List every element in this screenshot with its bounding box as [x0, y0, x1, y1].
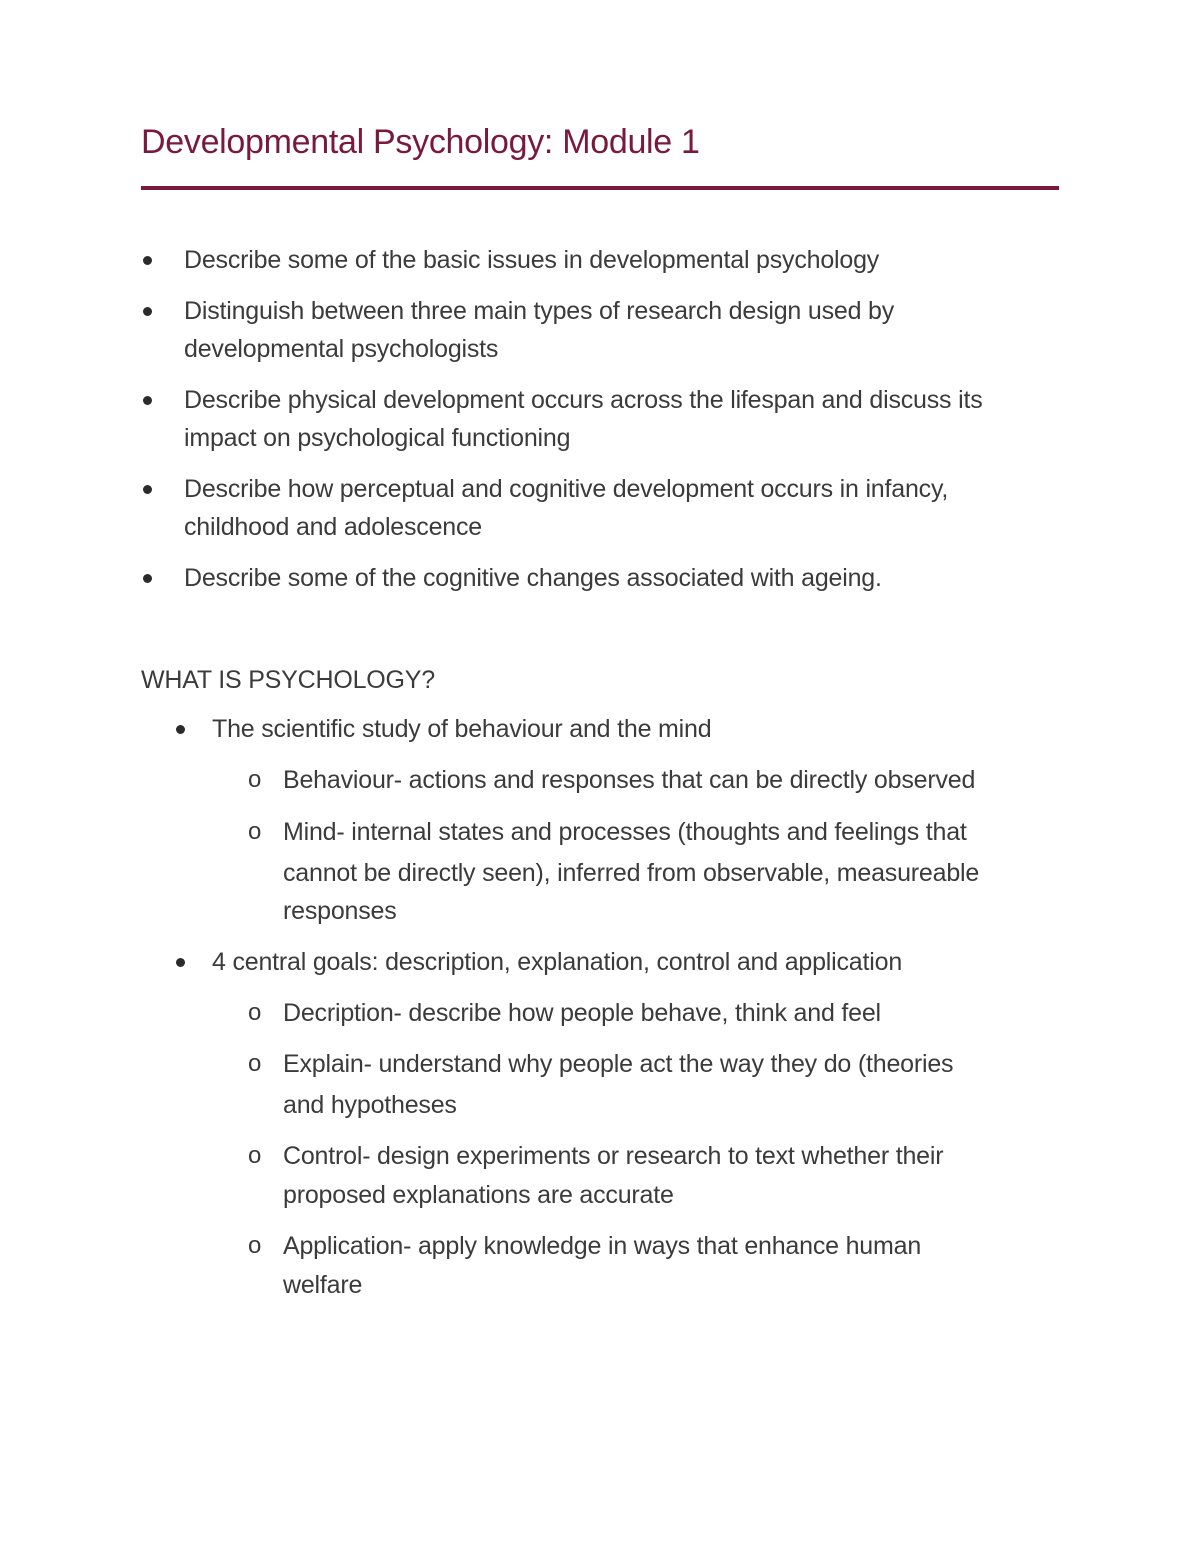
- sub-point-text: Explain- understand why people act the way they do (theories: [283, 1050, 954, 1078]
- section-heading: WHAT IS PSYCHOLOGY?: [141, 666, 435, 694]
- sub-point-text-continued: cannot be directly seen), inferred from observable, measureable: [283, 859, 980, 887]
- title-underline: [141, 186, 1059, 190]
- objective-text: Describe how perceptual and cognitive development occurs in infancy,: [184, 475, 949, 503]
- circle-bullet-icon: o: [248, 818, 262, 845]
- circle-bullet-icon: o: [248, 766, 262, 793]
- bullet-icon: [176, 725, 185, 734]
- sub-point-text-continued: welfare: [283, 1271, 363, 1299]
- sub-point-text: Behaviour- actions and responses that can be directly observed: [283, 766, 976, 794]
- objective-text: Describe some of the basic issues in developmental psychology: [184, 246, 880, 274]
- sub-point-text: Mind- internal states and processes (thoughts and feelings that: [283, 818, 967, 846]
- circle-bullet-icon: o: [248, 1050, 262, 1077]
- objective-text: Distinguish between three main types of research design used by: [184, 297, 895, 325]
- sub-point-text: Application- apply knowledge in ways that enhance human: [283, 1232, 922, 1260]
- bullet-icon: [143, 574, 152, 583]
- circle-bullet-icon: o: [248, 1232, 262, 1259]
- objective-text-continued: childhood and adolescence: [184, 513, 483, 541]
- sub-point-text: Decription- describe how people behave, think and feel: [283, 999, 881, 1027]
- circle-bullet-icon: o: [248, 999, 262, 1026]
- document-title: Developmental Psychology: Module 1: [141, 123, 700, 161]
- circle-bullet-icon: o: [248, 1142, 262, 1169]
- bullet-icon: [143, 307, 152, 316]
- bullet-icon: [143, 396, 152, 405]
- point-text: The scientific study of behaviour and the mind: [212, 715, 712, 743]
- sub-point-text-continued: and hypotheses: [283, 1091, 457, 1119]
- objective-text-continued: developmental psychologists: [184, 335, 499, 363]
- objective-text: Describe some of the cognitive changes associated with ageing.: [184, 564, 882, 592]
- point-text: 4 central goals: description, explanation, control and application: [212, 948, 903, 976]
- sub-point-text: Control- design experiments or research to text whether their: [283, 1142, 944, 1170]
- sub-point-text-continued: responses: [283, 897, 397, 925]
- sub-point-text-continued: proposed explanations are accurate: [283, 1181, 674, 1209]
- bullet-icon: [176, 958, 185, 967]
- bullet-icon: [143, 485, 152, 494]
- bullet-icon: [143, 256, 152, 265]
- objective-text: Describe physical development occurs across the lifespan and discuss its: [184, 386, 983, 414]
- objective-text-continued: impact on psychological functioning: [184, 424, 571, 452]
